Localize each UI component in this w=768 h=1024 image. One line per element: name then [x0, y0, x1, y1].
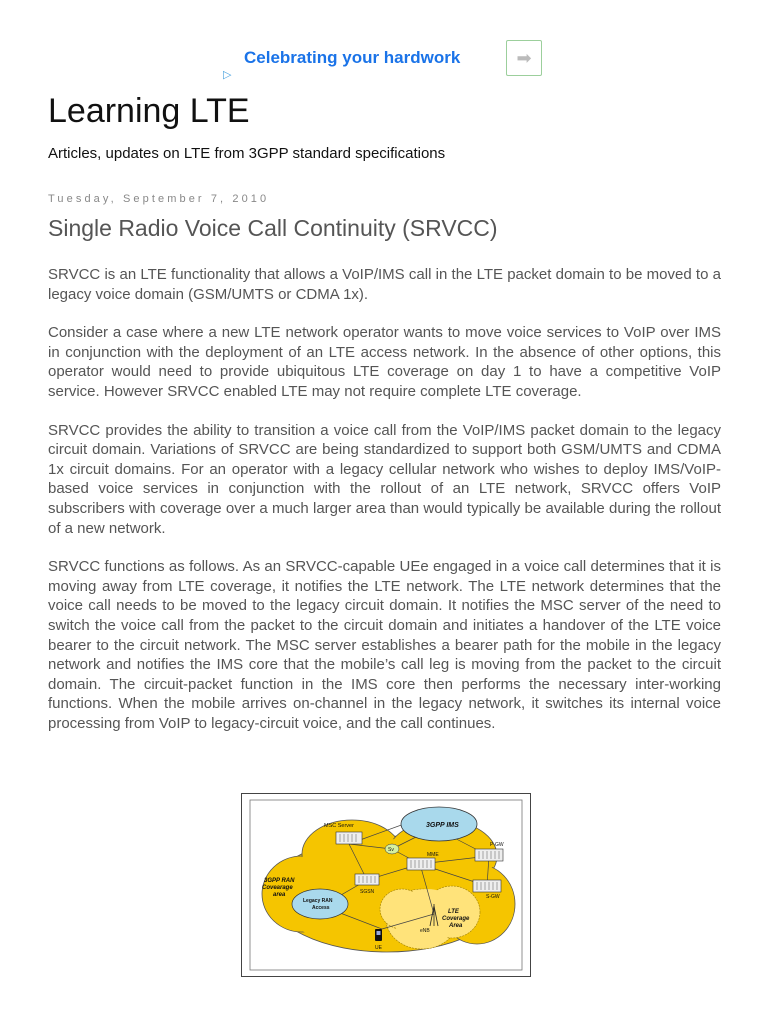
mme-label: MME [427, 852, 439, 858]
legacy-ran-label-1: Legacy RAN [303, 898, 333, 904]
ran-label-3: area [273, 892, 286, 898]
lte-label-2: Coverage [442, 916, 470, 922]
sgsn-label: SGSN [360, 889, 375, 895]
diagram-svg [242, 794, 530, 976]
play-triangle-icon: ▷ [223, 69, 232, 81]
post-paragraph: SRVCC is an LTE functionality that allows a VoIP/IMS call in the LTE packet domain to be moved to a legacy voice domain (GSM/UMTS or CDMA 1x). [48, 266, 721, 303]
lte-label-3: Area [449, 923, 463, 929]
ue-screen [377, 931, 381, 935]
blog-description: Articles, updates on LTE from 3GPP standard specifications [48, 145, 446, 162]
enb-label: eNB [420, 928, 430, 934]
ue-label: UE [375, 945, 382, 951]
legacy-ran-bubble [292, 889, 348, 919]
post-body [48, 265, 721, 752]
pgw-label: P-GW [490, 842, 504, 848]
blog-title[interactable]: Learning LTE [48, 92, 250, 130]
ad-banner[interactable] [220, 38, 550, 84]
srvcc-diagram[interactable] [241, 793, 531, 977]
ran-label-1: 3GPP RAN [264, 878, 295, 884]
sgw-label: S-GW [486, 894, 500, 900]
ad-text[interactable]: Celebrating your hardwork [244, 48, 461, 67]
post-paragraph: Consider a case where a new LTE network operator wants to move voice services to VoIP over IMS in conjunction with the deployment of an LTE access network. In the absence of other options, this operator would need to provide ubiquitous LTE coverage on day 1 to have a competitive VoIP service. However SRVCC enabled LTE may not require complete LTE coverage. [48, 324, 721, 400]
ran-label-2: Covearage [262, 885, 293, 891]
post-title[interactable]: Single Radio Voice Call Continuity (SRVCC) [48, 215, 498, 241]
post-paragraph: SRVCC provides the ability to transition a voice call from the VoIP/IMS packet domain to the legacy circuit domain. Variations of SRVCC are being standardized to support both GSM/UMTS and CDMA 1x circuit domains. For an operator with a legacy cellular network who wishes to deploy IMS/VoIP-based voice services in conjunction with the rollout of an LTE network, SRVCC offers VoIP subscribers with coverage over a much larger area than would typically be available during the rollout of a new network. [48, 421, 721, 537]
ims-label: 3GPP IMS [426, 822, 459, 829]
arrow-right-icon[interactable]: ➡ [506, 40, 542, 76]
legacy-ran-label-2: Access [312, 905, 330, 911]
sv-label: Sv [388, 847, 394, 853]
lte-label-1: LTE [448, 909, 459, 915]
msc-server-label: MSC Server [324, 823, 354, 829]
post-paragraph: SRVCC functions as follows. As an SRVCC-capable UEe engaged in a voice call determines that it is moving away from LTE coverage, it notifies the LTE network. The LTE network determines that the voice call needs to be moved to the legacy circuit domain. It notifies the MSC server of the need to switch the voice call from the packet to the circuit domain and initiates a handover of the LTE voice bearer to the circuit network. The MSC server establishes a bearer path for the mobile in the legacy network and notifies the IMS core that the mobile’s call leg is moving from the packet to the circuit domain. The circuit-packet function in the IMS core then performs the necessary inter-working functions. When the mobile arrives on-channel in the legacy network, it switches its internal voice processing from VoIP to legacy-circuit voice, and the call continues. [48, 558, 721, 732]
post-date: Tuesday, September 7, 2010 [48, 193, 270, 205]
